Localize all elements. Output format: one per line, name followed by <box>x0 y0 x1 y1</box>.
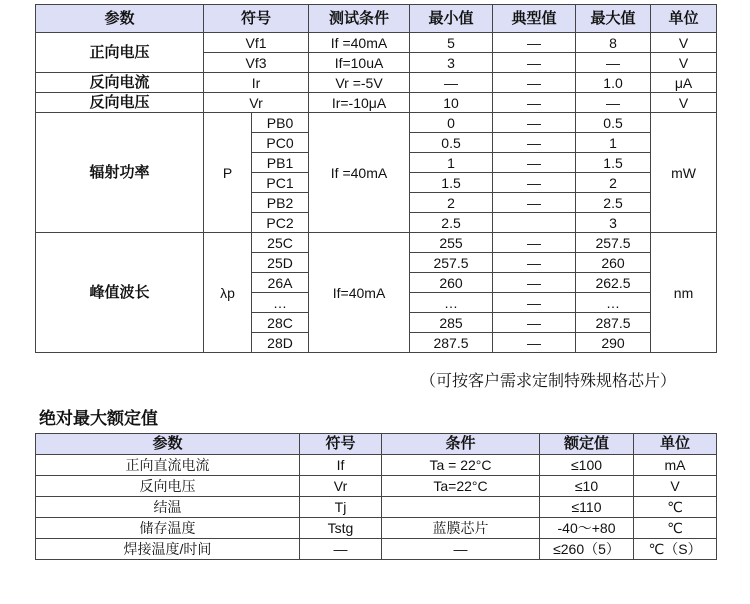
absolute-max-ratings-table <box>35 433 717 560</box>
cell-param: 焊接温度/时间 <box>36 539 300 560</box>
table-row <box>36 113 717 133</box>
cell-symbol: Ir <box>204 73 309 93</box>
header-param: 参数 <box>36 434 300 455</box>
cell-unit: V <box>651 53 717 73</box>
cell-max: — <box>576 93 651 113</box>
header-symbol: 符号 <box>204 5 309 33</box>
cell-unit: ℃ <box>634 497 717 518</box>
cell-rating: -40～+80 <box>540 518 634 539</box>
cell-typ: — <box>493 153 576 173</box>
cell-param: 结温 <box>36 497 300 518</box>
param-reverse-voltage: 反向电压 <box>36 93 204 113</box>
cell-min: 0 <box>410 113 493 133</box>
custom-spec-note: （可按客户需求定制特殊规格芯片） <box>420 373 677 390</box>
cell-typ: — <box>493 33 576 53</box>
header-param: 参数 <box>36 5 204 33</box>
cell-code: PC1 <box>252 173 309 193</box>
cell-symbol: If <box>300 455 382 476</box>
cell-max: 287.5 <box>576 313 651 333</box>
cell-unit: mW <box>651 113 717 233</box>
cell-max: 260 <box>576 253 651 273</box>
table-header-row <box>36 434 717 455</box>
cell-unit: ℃ <box>634 518 717 539</box>
header-condition: 条件 <box>382 434 540 455</box>
cell-min: 0.5 <box>410 133 493 153</box>
cell-rating: ≤260（5） <box>540 539 634 560</box>
cell-min: 1 <box>410 153 493 173</box>
cell-condition: If=10uA <box>309 53 410 73</box>
cell-min: … <box>410 293 493 313</box>
cell-code: 25C <box>252 233 309 253</box>
cell-condition: If =40mA <box>309 33 410 53</box>
cell-min: 2.5 <box>410 213 493 233</box>
cell-code: 26A <box>252 273 309 293</box>
header-typ: 典型值 <box>493 5 576 33</box>
param-reverse-current: 反向电流 <box>36 73 204 93</box>
abs-max-title: 绝对最大额定值 <box>39 409 158 428</box>
table-row <box>36 497 717 518</box>
cell-typ: — <box>493 173 576 193</box>
cell-min: 1.5 <box>410 173 493 193</box>
cell-symbol: P <box>204 113 252 233</box>
table-row <box>36 73 717 93</box>
cell-rating: ≤110 <box>540 497 634 518</box>
cell-max: 1 <box>576 133 651 153</box>
cell-max: 290 <box>576 333 651 353</box>
cell-symbol: Vr <box>300 476 382 497</box>
cell-unit: V <box>634 476 717 497</box>
cell-code: 25D <box>252 253 309 273</box>
cell-typ: — <box>493 53 576 73</box>
param-forward-voltage: 正向电压 <box>36 33 204 73</box>
table-row <box>36 476 717 497</box>
cell-typ: — <box>493 93 576 113</box>
param-peak-wavelength: 峰值波长 <box>36 233 204 353</box>
cell-condition: If=40mA <box>309 233 410 353</box>
cell-symbol: Tstg <box>300 518 382 539</box>
cell-unit: μA <box>651 73 717 93</box>
cell-symbol: Vr <box>204 93 309 113</box>
table-row <box>36 233 717 253</box>
cell-unit: V <box>651 93 717 113</box>
cell-code: PB0 <box>252 113 309 133</box>
table-row <box>36 33 717 53</box>
table-row <box>36 455 717 476</box>
cell-min: 10 <box>410 93 493 113</box>
cell-symbol: Tj <box>300 497 382 518</box>
cell-max: — <box>576 53 651 73</box>
table-header-row <box>36 5 717 33</box>
cell-max: 2 <box>576 173 651 193</box>
cell-code: PB1 <box>252 153 309 173</box>
cell-rating: ≤10 <box>540 476 634 497</box>
table-row <box>36 539 717 560</box>
cell-min: 255 <box>410 233 493 253</box>
cell-typ: — <box>493 193 576 213</box>
cell-max: 1.0 <box>576 73 651 93</box>
cell-typ: — <box>493 273 576 293</box>
cell-param: 储存温度 <box>36 518 300 539</box>
electro-optical-table <box>35 4 717 353</box>
table-row <box>36 518 717 539</box>
cell-param: 反向电压 <box>36 476 300 497</box>
cell-min: 260 <box>410 273 493 293</box>
cell-min: 257.5 <box>410 253 493 273</box>
cell-max: 262.5 <box>576 273 651 293</box>
cell-min: 287.5 <box>410 333 493 353</box>
cell-max: 1.5 <box>576 153 651 173</box>
cell-typ: — <box>493 113 576 133</box>
cell-typ: — <box>493 233 576 253</box>
cell-typ: — <box>493 253 576 273</box>
cell-condition: — <box>382 539 540 560</box>
cell-code: PC2 <box>252 213 309 233</box>
cell-unit: V <box>651 33 717 53</box>
cell-min: 5 <box>410 33 493 53</box>
cell-typ <box>493 213 576 233</box>
cell-typ: — <box>493 313 576 333</box>
header-condition: 测试条件 <box>309 5 410 33</box>
cell-symbol: Vf3 <box>204 53 309 73</box>
cell-min: 285 <box>410 313 493 333</box>
cell-max: 3 <box>576 213 651 233</box>
cell-code: PB2 <box>252 193 309 213</box>
cell-symbol: λp <box>204 233 252 353</box>
cell-condition: Ir=-10μA <box>309 93 410 113</box>
cell-param: 正向直流电流 <box>36 455 300 476</box>
table-row <box>36 93 717 113</box>
cell-typ: — <box>493 73 576 93</box>
cell-min: — <box>410 73 493 93</box>
cell-condition: 蓝膜芯片 <box>382 518 540 539</box>
cell-condition: Ta = 22°C <box>382 455 540 476</box>
cell-max: … <box>576 293 651 313</box>
cell-typ: — <box>493 333 576 353</box>
cell-min: 3 <box>410 53 493 73</box>
cell-condition: Ta=22°C <box>382 476 540 497</box>
header-max: 最大值 <box>576 5 651 33</box>
header-rating: 额定值 <box>540 434 634 455</box>
param-radiant-power: 辐射功率 <box>36 113 204 233</box>
header-symbol: 符号 <box>300 434 382 455</box>
cell-unit: mA <box>634 455 717 476</box>
cell-symbol: Vf1 <box>204 33 309 53</box>
cell-rating: ≤100 <box>540 455 634 476</box>
cell-code: 28C <box>252 313 309 333</box>
cell-code: … <box>252 293 309 313</box>
cell-max: 257.5 <box>576 233 651 253</box>
cell-condition <box>382 497 540 518</box>
cell-symbol: — <box>300 539 382 560</box>
cell-max: 8 <box>576 33 651 53</box>
cell-condition: If =40mA <box>309 113 410 233</box>
cell-max: 0.5 <box>576 113 651 133</box>
header-min: 最小值 <box>410 5 493 33</box>
cell-unit: nm <box>651 233 717 353</box>
cell-typ: — <box>493 133 576 153</box>
cell-code: PC0 <box>252 133 309 153</box>
header-unit: 单位 <box>634 434 717 455</box>
cell-code: 28D <box>252 333 309 353</box>
cell-max: 2.5 <box>576 193 651 213</box>
header-unit: 单位 <box>651 5 717 33</box>
cell-unit: ℃（S） <box>634 539 717 560</box>
cell-min: 2 <box>410 193 493 213</box>
cell-condition: Vr =-5V <box>309 73 410 93</box>
cell-typ: — <box>493 293 576 313</box>
